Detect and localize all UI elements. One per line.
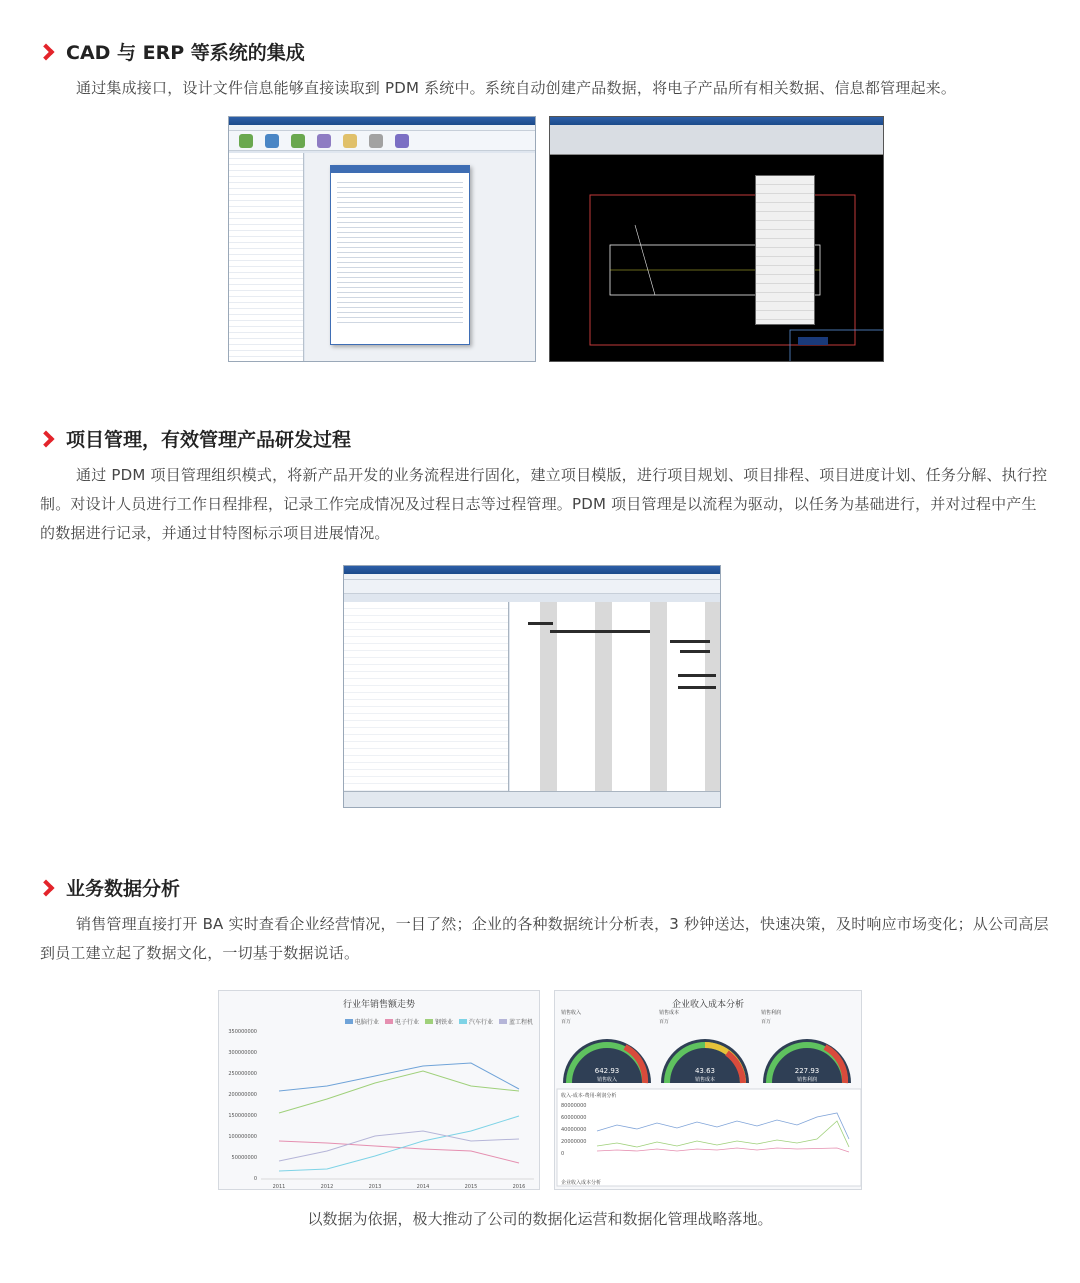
chevron-right-icon (40, 431, 54, 447)
chart-legend: 电脑行业 电子行业 钢铁业 汽车行业 蓝工程机 (345, 1017, 533, 1026)
section-title-analysis: 业务数据分析 (40, 874, 180, 901)
chevron-right-icon (40, 880, 54, 896)
svg-text:百万: 百万 (561, 1019, 572, 1025)
section-title-integration: CAD 与 ERP 等系统的集成 (40, 38, 305, 65)
pdm-screenshot (228, 116, 536, 362)
section-text-integration: 通过集成接口，设计文件信息能够直接读取到 PDM 系统中。系统自动创建产品数据，将电子产品所有相关数据、信息都管理起来。 (76, 79, 957, 97)
x-tick: 2012 (320, 1184, 334, 1190)
y-tick: 350000000 (228, 1029, 257, 1035)
revenue-cost-analysis-chart (554, 990, 862, 1190)
section-text-analysis: 销售管理直接打开 BA 实时查看企业经营情况，一目了然；企业的各种数据统计分析表，3 秒钟送达，快速决策，及时响应市场变化；从公司高层到员工建立起了数据文化，一切基于数据说话。 (40, 915, 1049, 962)
svg-text:销售成本: 销售成本 (659, 1010, 680, 1016)
x-tick: 2011 (272, 1184, 286, 1190)
x-tick: 2013 (368, 1184, 382, 1190)
chart-title: 行业年销售额走势 (342, 1000, 415, 1010)
chevron-right-icon (40, 44, 54, 60)
y-tick: 50000000 (231, 1155, 257, 1161)
svg-text:销售利润: 销售利润 (761, 1010, 782, 1016)
svg-text:收入-成本-费用-利润分析: 收入-成本-费用-利润分析 (561, 1093, 617, 1099)
svg-text:20000000: 20000000 (561, 1139, 587, 1145)
y-tick: 200000000 (228, 1092, 257, 1098)
svg-text:百万: 百万 (761, 1019, 772, 1025)
svg-text:43.63: 43.63 (694, 1067, 716, 1075)
gauges-panel (555, 1001, 863, 1191)
y-tick: 300000000 (228, 1050, 257, 1056)
svg-text:销售收入: 销售收入 (596, 1077, 618, 1083)
x-tick: 2015 (464, 1184, 478, 1190)
y-tick: 0 (253, 1176, 257, 1182)
svg-text:227.93: 227.93 (794, 1067, 820, 1075)
section-title-project: 项目管理，有效管理产品研发过程 (40, 425, 351, 452)
gantt-screenshot (343, 565, 721, 808)
industry-sales-trend-chart (218, 990, 540, 1190)
x-tick: 2016 (512, 1184, 526, 1190)
section-text-project: 通过 PDM 项目管理组织模式，将新产品开发的业务流程进行固化，建立项目模版，进行项目规划、项目排程、项目进度计划、任务分解、执行控制。对设计人员进行工作日程排程，记录工作完成情况及过程日志等过程管理。PDM 项目管理是以流程为驱动，以任务为基础进行，并对过程中产生的数据进行记录，并通过甘特图标示项目进展情况。 (40, 466, 1048, 542)
svg-text:0: 0 (561, 1151, 565, 1157)
svg-text:60000000: 60000000 (561, 1115, 587, 1121)
svg-text:40000000: 40000000 (561, 1127, 587, 1133)
y-tick: 250000000 (228, 1071, 257, 1077)
x-tick: 2014 (416, 1184, 430, 1190)
svg-text:642.93: 642.93 (594, 1067, 620, 1075)
cad-screenshot (549, 116, 884, 362)
svg-text:销售收入: 销售收入 (561, 1010, 582, 1016)
svg-text:企业收入成本分析: 企业收入成本分析 (561, 1180, 602, 1186)
y-tick: 150000000 (228, 1113, 257, 1119)
svg-text:销售成本: 销售成本 (694, 1077, 716, 1083)
chart-title: 企业收入成本分析 (671, 1000, 744, 1010)
trend-plot (219, 991, 541, 1191)
footer-text: 以数据为依据，极大推动了公司的数据化运营和数据化管理战略落地。 (307, 1210, 773, 1228)
y-tick: 100000000 (228, 1134, 257, 1140)
svg-text:80000000: 80000000 (561, 1103, 587, 1109)
svg-text:百万: 百万 (659, 1019, 670, 1025)
svg-text:销售利润: 销售利润 (796, 1077, 818, 1083)
